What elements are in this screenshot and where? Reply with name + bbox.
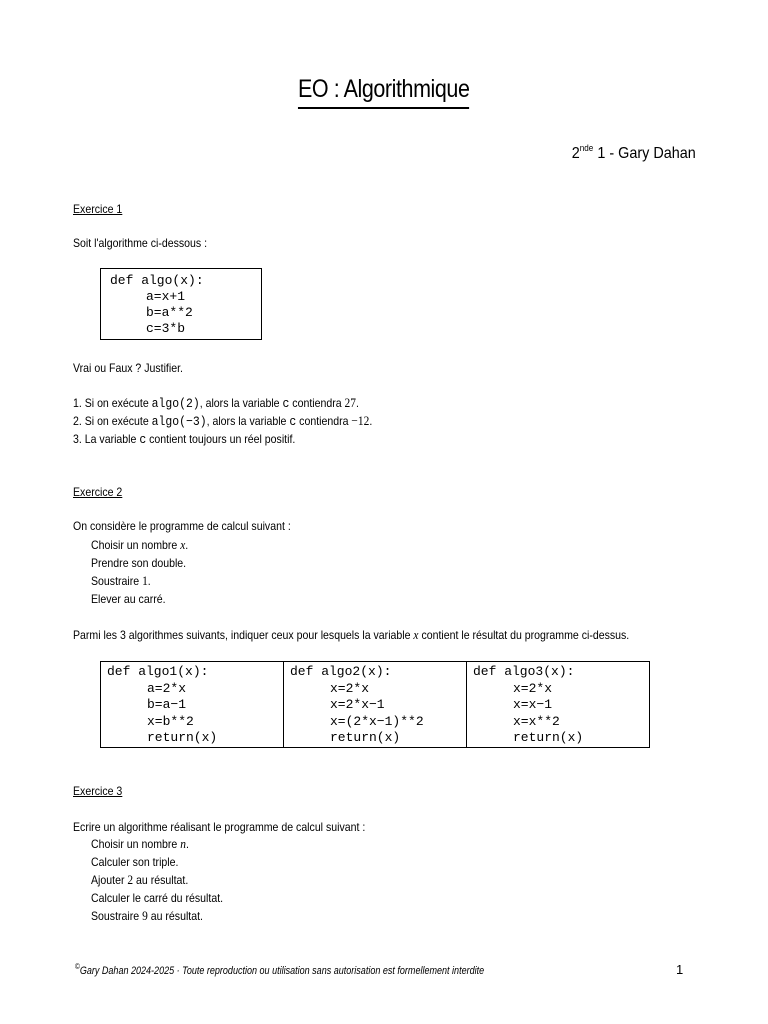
exercise-2-question: Parmi les 3 algorithmes suivants, indiquer ceux pour lesquels la variable x contient le résultat du programme ci-dessus. <box>73 627 630 642</box>
program-step: Ajouter 2 au résultat. <box>91 872 189 887</box>
exercise-1-item: 1. Si on exécute algo(2), alors la variable c contiendra 27. <box>73 395 359 411</box>
exercise-1-heading: Exercice 1 <box>73 202 123 216</box>
algo3-cell: def algo3(x): x=2*x x=x−1 x=x**2 return(x) <box>467 662 650 748</box>
page-title <box>0 72 768 109</box>
exercise-2-intro: On considère le programme de calcul suivant : <box>73 519 291 533</box>
program-step: Calculer le carré du résultat. <box>91 891 224 905</box>
footer-copyright <box>75 962 574 977</box>
class-prefix: 2 <box>572 145 581 162</box>
class-superscript: nde <box>580 143 594 153</box>
exercise-1-items <box>73 394 413 448</box>
exercise-3-heading: Exercice 3 <box>73 784 123 798</box>
exercise-1-intro: Soit l'algorithme ci-dessous : <box>73 236 208 250</box>
copyright-icon: © <box>75 962 80 971</box>
program-step: Soustraire 9 au résultat. <box>91 908 203 923</box>
program-step: Soustraire 1. <box>91 573 151 588</box>
exercise-2-steps <box>91 536 202 608</box>
exercise-1-item: 3. La variable c contient toujours un réel positif. <box>73 432 296 447</box>
program-step: Elever au carré. <box>91 592 166 606</box>
exercise-1-item: 2. Si on exécute algo(−3), alors la variable c contiendra −12. <box>73 413 373 429</box>
algorithms-table <box>100 661 650 748</box>
exercise-1-code-box <box>100 268 262 340</box>
footer-text: Gary Dahan 2024-2025 · Toute reproduction ou utilisation sans autorisation est formellement interdite <box>79 965 485 977</box>
page-title-text: EO : Algorithmique <box>298 72 470 109</box>
exercise-3-intro: Ecrire un algorithme réalisant le programme de calcul suivant : <box>73 820 366 834</box>
exercise-2-heading: Exercice 2 <box>73 485 123 499</box>
author-name: 1 - Gary Dahan <box>593 145 696 162</box>
code-line: b=a**2 <box>146 305 193 320</box>
program-step: Choisir un nombre x. <box>91 537 189 552</box>
program-step: Choisir un nombre n. <box>91 836 189 851</box>
page-number: 1 <box>676 962 684 977</box>
code-line: c=3*b <box>146 321 186 336</box>
author-line <box>572 143 696 163</box>
program-step: Calculer son triple. <box>91 855 179 869</box>
exercise-1-question: Vrai ou Faux ? Justifier. <box>73 361 183 375</box>
code-line: def algo(x): <box>110 273 204 288</box>
program-step: Prendre son double. <box>91 556 187 570</box>
code-line: a=x+1 <box>146 289 186 304</box>
algo1-cell: def algo1(x): a=2*x b=a−1 x=b**2 return(x) <box>101 662 284 748</box>
exercise-3-steps <box>91 835 241 925</box>
algo2-cell: def algo2(x): x=2*x x=2*x−1 x=(2*x−1)**2 return(x) <box>284 662 467 748</box>
